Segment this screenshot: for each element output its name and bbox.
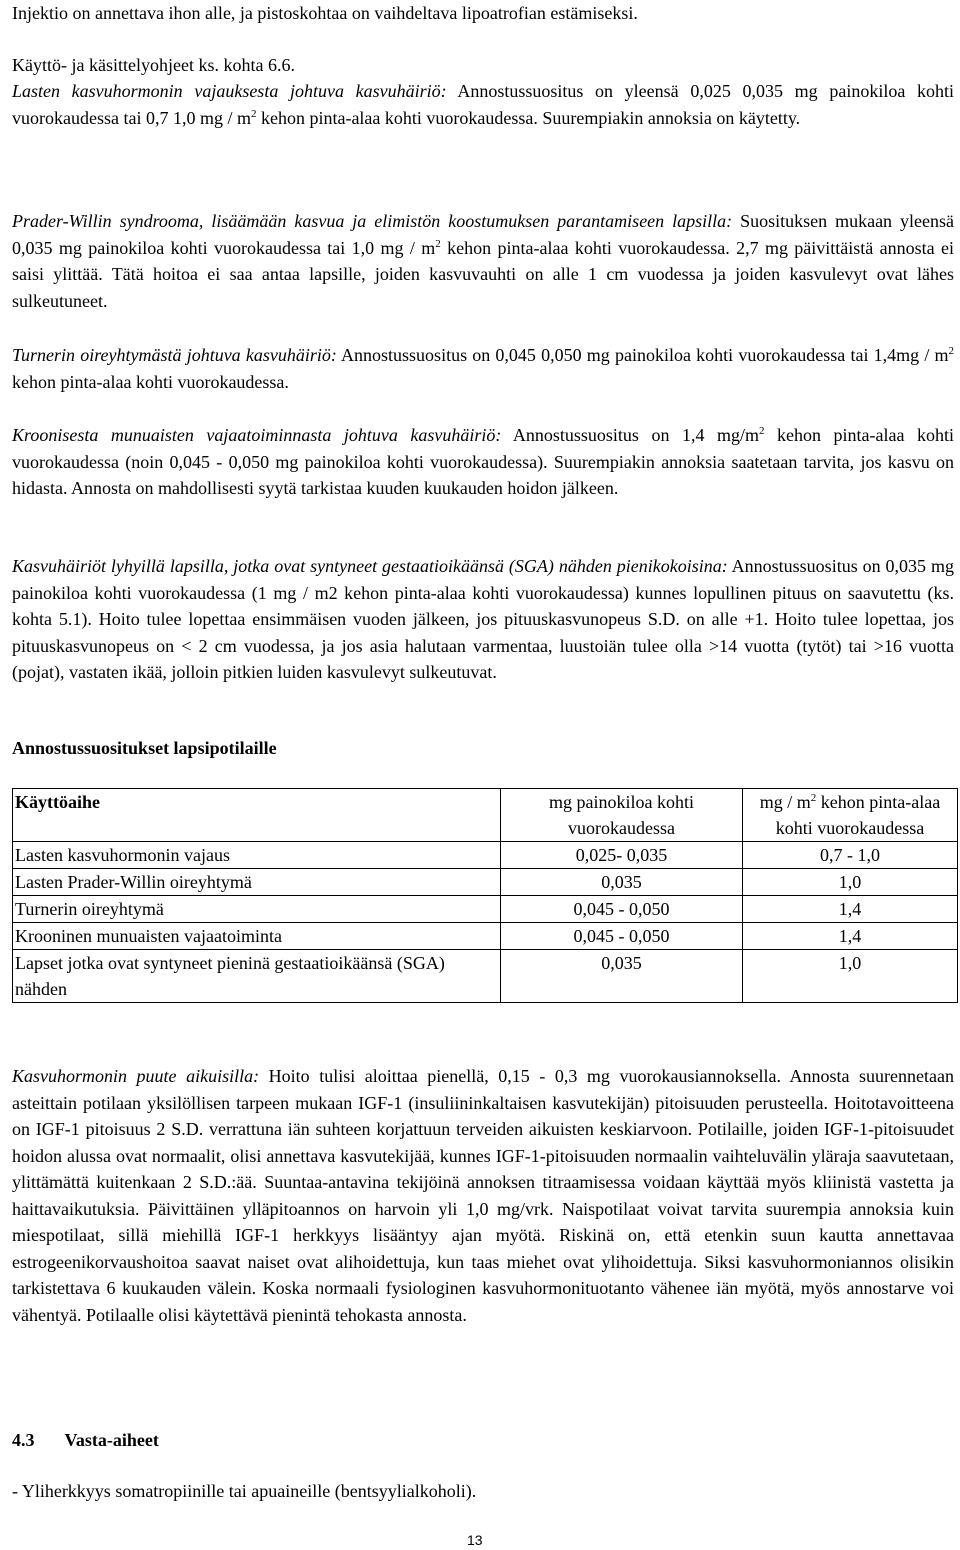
cell-mg-per-kg: 0,035 [501, 869, 743, 896]
cell-mg-per-m2: 0,7 - 1,0 [743, 842, 958, 869]
section-title: Vasta-aiheet [64, 1430, 159, 1450]
label-turner: Turnerin oireyhtymästä johtuva kasvuhäiriö: [12, 345, 337, 365]
label-sga: Kasvuhäiriöt lyhyillä lapsilla, jotka ovat syntyneet gestaatioikäänsä (SGA) nähden pienikokoisina: [12, 556, 728, 576]
header-indication: Käyttöaihe [13, 789, 501, 842]
text-sga: Annostussuositus on 0,035 mg painokiloa kohti vuorokaudessa (1 mg / m2 kehon pinta-alaa kohti vuorokaudessa) kunnes lopullinen pituus on saavutettu (ks. kohta 5.1). Hoito tulee lopettaa ensimmäisen vuoden jälkeen, jos pituuskasvunopeus S.D. on alle +1. Hoito tulee lopettaa, jos pituuskasvunopeus on < 2 cm vuodessa, ja jos asia halutaan varmentaa, luustoiän tulee olla >14 vuotta (tytöt) tai >16 vuotta (pojat), vastaten ikää, jolloin pitkien luiden kasvulevyt sulkeutuvat. [12, 556, 954, 682]
page-number: 13 [467, 1532, 483, 1548]
cell-indication: Lasten kasvuhormonin vajaus [13, 842, 501, 869]
heading-dosage: Annostussuositukset lapsipotilaille [12, 738, 277, 758]
paragraph-renal [12, 422, 954, 502]
cell-indication: Lapset jotka ovat syntyneet pieninä gestaatioikäänsä (SGA) nähden [13, 950, 501, 1003]
text-gh-deficiency-b: kehon pinta-alaa kohti vuorokaudessa. Suurempiakin annoksia on käytetty. [256, 107, 801, 128]
paragraph-handling: Käyttö- ja käsittelyohjeet ks. kohta 6.6. [12, 55, 295, 75]
superscript: 2 [250, 107, 257, 120]
header-mg-per-kg: mg painokiloa kohti vuorokaudessa [501, 789, 743, 842]
table-row [13, 842, 958, 869]
paragraph-adults [12, 1063, 954, 1328]
cell-mg-per-m2: 1,0 [743, 950, 958, 1003]
section-heading [12, 1430, 159, 1451]
header-mg-per-m2 [743, 789, 958, 842]
paragraph-prader-willi [12, 208, 954, 314]
header-mg-per-m2-b: kehon pinta-alaa kohti vuorokaudessa [775, 792, 941, 838]
text-renal-b: kehon pinta-alaa kohti vuorokaudessa (noin 0,045 - 0,050 mg painokiloa kohti vuorokaudessa). Suurempiakin annoksia saatetaan tarvita, jos kasvu on hidasta. Annosta on mahdollisesti syytä tarkistaa kuuden kuukauden hoidon jälkeen. [12, 425, 954, 498]
text-gh-deficiency-a: Annostussuositus on yleensä 0,025 0,035 mg painokiloa kohti vuorokaudessa tai 0,7 1,0 mg / m [12, 81, 954, 128]
paragraph-injection: Injektio on annettava ihon alle, ja pistoskohtaa on vaihdeltava lipoatrofian estämiseksi. [12, 3, 638, 23]
paragraph-sga [12, 553, 954, 686]
table-header-row [13, 789, 958, 842]
cell-mg-per-kg: 0,025- 0,035 [501, 842, 743, 869]
table-row [13, 923, 958, 950]
text-prader-willi-b: kehon pinta-alaa kohti vuorokaudessa. 2,7 mg päivittäistä annosta ei saisi ylittää. Tätä hoitoa ei saa antaa lapsille, joiden kasvuvauhti on alle 1 cm vuodessa ja joiden kasvulevyt ovat lähes sulkeutuneet. [12, 237, 955, 311]
cell-mg-per-kg: 0,045 - 0,050 [501, 923, 743, 950]
superscript: 2 [759, 425, 765, 437]
paragraph-gh-deficiency [12, 78, 954, 131]
text-renal-a: Annostussuositus on 1,4 mg/m [501, 425, 759, 445]
text-adults: Hoito tulisi aloittaa pienellä, 0,15 - 0,3 mg vuorokausiannoksella. Annosta suurennetaan asteittain potilaan yksilöllisen tarpeen mukaan IGF-1 (insuliininkaltaisen kasvutekijän) pitoisuuden perusteella. Hoitotavoitteena on IGF-1 pitoisuus 2 S.D. verrattuna iän suhteen korjattuun terveiden aikuisten keskiarvoon. Potilaille, joiden IGF-1-pitoisuudet hoidon alussa ovat normaalit, olisi annettava kasvutekijää, kunnes IGF-1-pitoisuuden normaalin vaihteluvälin yläraja saavutetaan, ylittämättä kuitenkaan 2 S.D.:ää. Suuntaa-antavina tekijöinä annoksen titraamisessa voidaan käyttää myös kliinistä vastetta ja haittavaikutuksia. Päivittäinen ylläpitoannos on harvoin yli 1,0 mg/vrk. Naispotilaat voivat tarvita suurempia annoksia kuin miespotilaat, sillä miehillä IGF-1 herkkyys lisääntyy ajan myötä. Riskinä on, että etenkin suun kautta annettavaa estrogeenikorvaushoitoa saavat naiset ovat alihoidettuja, kun taas miehet ovat ylihoidettuja. Siksi kasvuhormoniannos olisikin tarkistettava 6 kuukauden välein. Koska normaali fysiologinen kasvuhormonituotanto vähenee iän myötä, myös annostarve voi vähentyä. Potilaalle olisi käytettävä pienintä tehokasta annosta. [12, 1066, 954, 1325]
superscript: 2 [435, 237, 441, 250]
superscript: 2 [948, 345, 955, 357]
superscript: 2 [810, 792, 817, 804]
label-renal: Kroonisesta munuaisten vajaatoiminnasta johtuva kasvuhäiriö: [12, 425, 502, 445]
label-prader-willi: Prader-Willin syndrooma, lisäämään kasvua ja elimistön koostumuksen parantamiseen lapsilla: [12, 211, 733, 231]
label-gh-deficiency: Lasten kasvuhormonin vajauksesta johtuva kasvuhäiriö: [12, 81, 447, 101]
cell-mg-per-m2: 1,4 [743, 923, 958, 950]
cell-mg-per-m2: 1,4 [743, 896, 958, 923]
cell-indication: Turnerin oireyhtymä [13, 896, 501, 923]
label-adults: Kasvuhormonin puute aikuisilla: [12, 1066, 260, 1086]
cell-mg-per-m2: 1,0 [743, 869, 958, 896]
paragraph-contraindication: - Yliherkkyys somatropiinille tai apuaineille (bentsyylialkoholi). [12, 1481, 477, 1501]
text-turner-b: kehon pinta-alaa kohti vuorokaudessa. [12, 371, 289, 392]
cell-indication: Krooninen munuaisten vajaatoiminta [13, 923, 501, 950]
table-row [13, 950, 958, 1003]
dosage-table [12, 788, 958, 1003]
text-prader-willi-a: Suosituksen mukaan yleensä 0,035 mg painokiloa kohti vuorokaudessa tai 1,0 mg / m [12, 211, 954, 258]
cell-mg-per-kg: 0,035 [501, 950, 743, 1003]
section-number: 4.3 [12, 1430, 35, 1450]
text-turner-a: Annostussuositus on 0,045 0,050 mg painokiloa kohti vuorokaudessa tai 1,4mg / m [336, 345, 949, 365]
table-row [13, 896, 958, 923]
paragraph-turner [12, 342, 954, 395]
cell-indication: Lasten Prader-Willin oireyhtymä [13, 869, 501, 896]
cell-mg-per-kg: 0,045 - 0,050 [501, 896, 743, 923]
table-row [13, 869, 958, 896]
header-mg-per-m2-a: mg / m [759, 792, 811, 812]
